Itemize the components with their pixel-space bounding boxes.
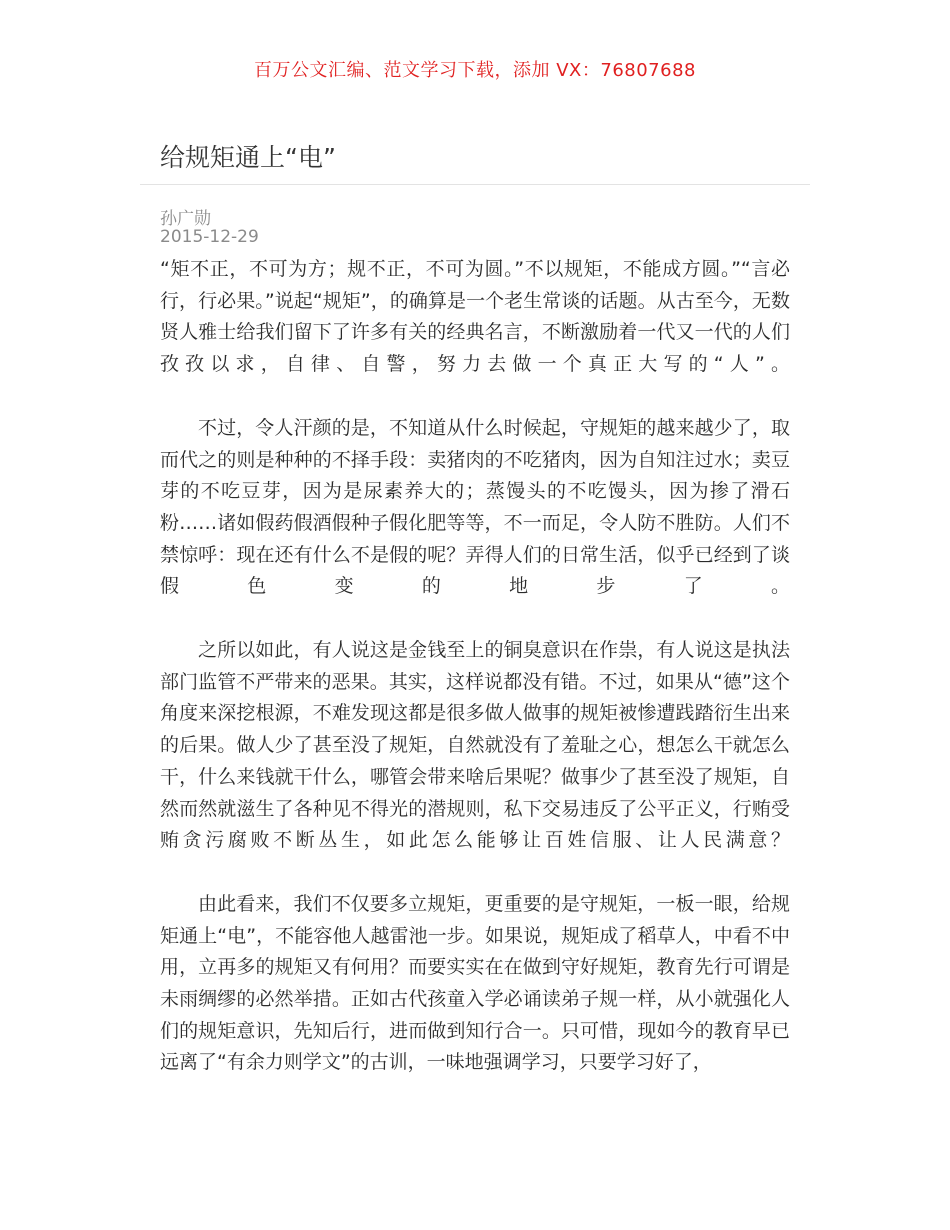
article-title: 给规矩通上“电” [160, 143, 336, 172]
article-paragraph-2: 不过，令人汗颜的是，不知道从什么时候起，守规矩的越来越少了，取而代之的则是种种的不择手段：卖猪肉的不吃猪肉，因为自知注过水；卖豆芽的不吃豆芽，因为是尿素养大的；蒸馒头的不吃馒头，因为掺了滑石粉……诸如假药假酒假种子假化肥等等，不一而足，令人防不胜防。人们不禁惊呼：现在还有什么不是假的呢？弄得人们的日常生活，似乎已经到了谈假色变的地步了。 [160, 416, 790, 598]
article-paragraph-1: “矩不正，不可为方；规不正，不可为圆。”不以规矩，不能成方圆。”“言必行，行必果。”说起“规矩”，的确算是一个老生常谈的话题。从古至今，无数贤人雅士给我们留下了许多有关的经典名言，不断激励着一代又一代的人们孜孜以求，自律、自警，努力去做一个真正大写的“人”。 [160, 258, 790, 376]
article-paragraph-3: 之所以如此，有人说这是金钱至上的铜臭意识在作祟，有人说这是执法部门监管不严带来的恶果。其实，这样说都没有错。不过，如果从“德”这个角度来深挖根源，不难发现这都是很多做人做事的规矩被惨遭践踏衍生出来的后果。做人少了甚至没了规矩，自然就没有了羞耻之心，想怎么干就怎么干，什么来钱就干什么，哪管会带来啥后果呢？做事少了甚至没了规矩，自然而然就滋生了各种见不得光的潜规则，私下交易违反了公平正义，行贿受贿贪污腐败不断丛生，如此怎么能够让百姓信服、让人民满意？ [160, 639, 790, 852]
article-body [160, 254, 790, 1111]
title-divider [140, 184, 810, 185]
article-date: 2015-12-29 [160, 227, 259, 247]
article-paragraph-4: 由此看来，我们不仅要多立规矩，更重要的是守规矩，一板一眼，给规矩通上“电”，不能容他人越雷池一步。如果说，规矩成了稻草人，中看不中用，立再多的规矩又有何用？而要实实在在做到守好规矩，教育先行可谓是未雨绸缪的必然举措。正如古代孩童入学必诵读弟子规一样，从小就强化人们的规矩意识，先知后行，进而做到知行合一。只可惜，现如今的教育早已远离了“有余力则学文”的古训，一味地强调学习，只要学习好了， [160, 892, 790, 1074]
promo-banner: 百万公文汇编、范文学习下载，添加 VX：76807688 [254, 60, 696, 81]
article-author: 孙广勋 [160, 209, 211, 229]
